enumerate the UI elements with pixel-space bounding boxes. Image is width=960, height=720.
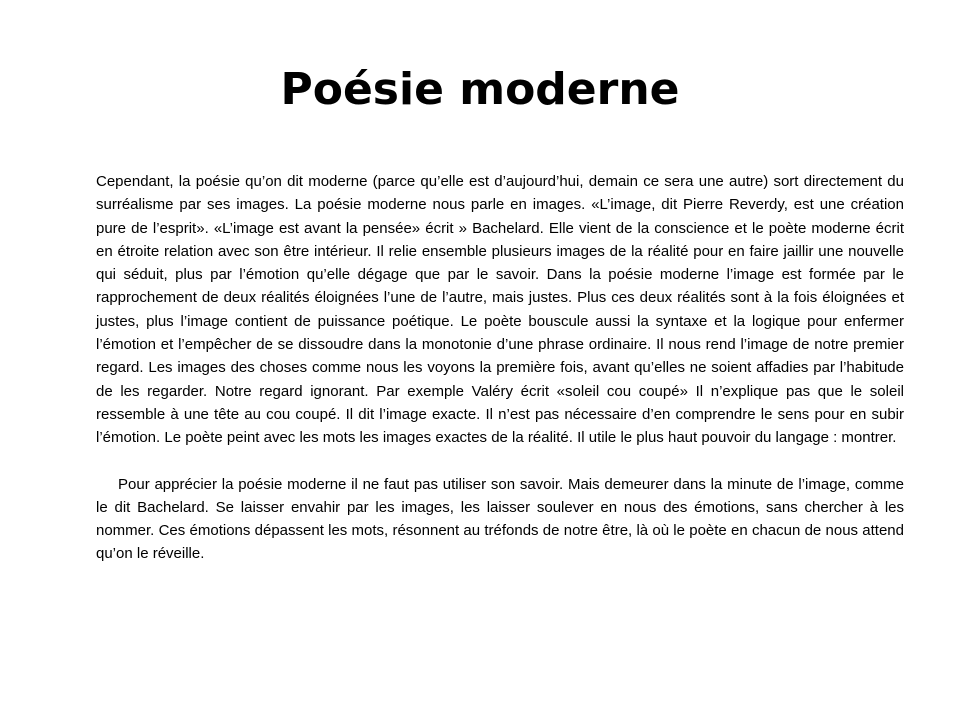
slide-body (96, 170, 904, 566)
body-paragraph-2: Pour apprécier la poésie moderne il ne faut pas utiliser son savoir. Mais demeurer dans la minute de l’image, comme le dit Bachelard. Se laisser envahir par les images, les laisser soulever en nous des émotions, sans chercher à les nommer. Ces émotions dépassent les mots, résonnent au tréfonds de notre être, là où le poète en chacun de nous attend qu’on le réveille. (96, 475, 904, 563)
body-paragraph-1: Cependant, la poésie qu’on dit moderne (parce qu’elle est d’aujourd’hui, demain ce sera une autre) sort directement du surréalisme par ses images. La poésie moderne nous parle en images. «L’image, dit Pierre Reverdy, est une création pure de l’esprit». «L’image est avant la pensée» écrit » Bachelard. Elle vient de la conscience et le poète moderne écrit en étroite relation avec son être intérieur. Il relie ensemble plusieurs images de la réalité pour en faire jaillir une nouvelle qui séduit, plus par l’émotion qu’elle dégage que par le savoir. Dans la poésie moderne l’image est formée par le rapprochement de deux réalités éloignées l’une de l’autre, mais justes. Plus ces deux réalités sont à la fois éloignées et justes, plus l’image contient de puissance poétique. Le poète bouscule aussi la syntaxe et la logique pour enfermer l’émotion et l’empêcher de se dissoudre dans la monotonie d’une phrase ordinaire. Il nous rend l’image de notre premier regard. Les images des choses comme nous les voyons la première fois, avant qu’elles ne soient affadies par l’habitude de les regarder. Notre regard ignorant. Par exemple Valéry écrit «soleil cou coupé» Il n’explique pas que le soleil ressemble à une tête au cou coupé. Il dit l’image exacte. Il n’est pas nécessaire d’en comprendre le sens pour en subir l’émotion. Le poète peint avec les mots les images exactes de la réalité. Il utile le plus haut pouvoir du langage : montrer. (96, 173, 904, 447)
slide-title: Poésie moderne (280, 64, 680, 115)
